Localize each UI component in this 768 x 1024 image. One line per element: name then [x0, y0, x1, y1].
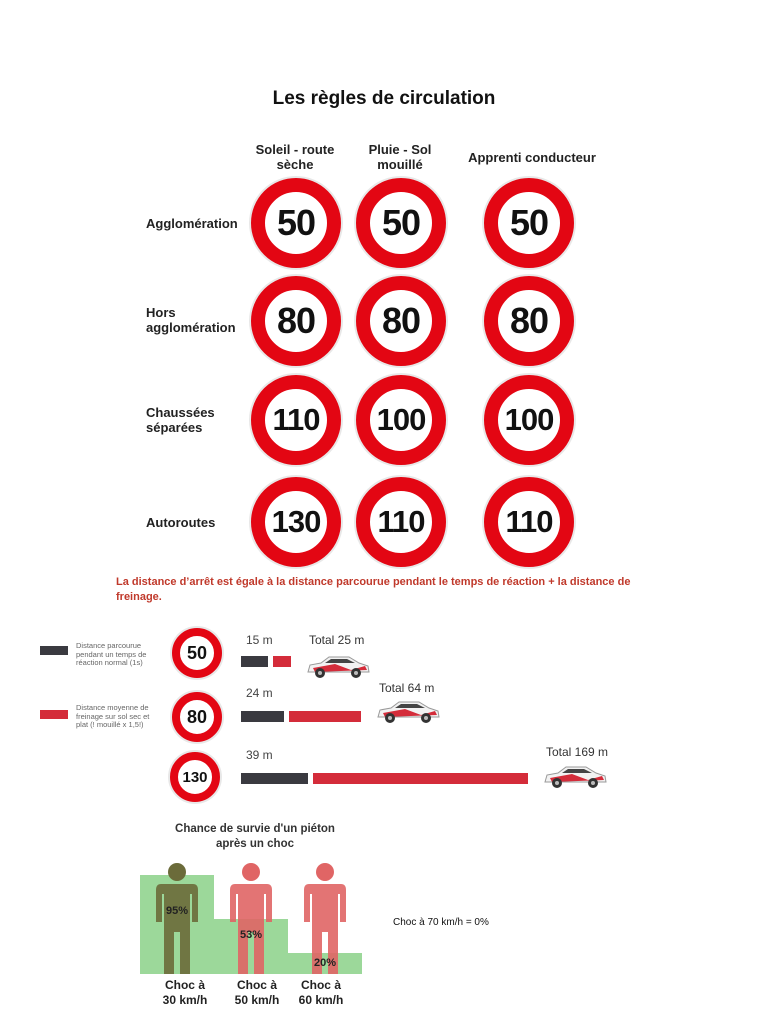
- page-title: Les règles de circulation: [272, 88, 496, 109]
- row-label-agglomeration: [146, 216, 238, 231]
- speed-sign-130: 130: [170, 752, 220, 802]
- car-icon-svg: [375, 697, 441, 725]
- row-label-line: séparées: [146, 420, 203, 435]
- column-header-line: Pluie - Sol: [368, 142, 432, 157]
- row-label-line: Chaussées: [146, 405, 215, 420]
- survival-percent-label: 95%: [165, 905, 189, 917]
- survival-speed-label: [222, 978, 292, 1008]
- pedestrian-icon: [153, 862, 201, 974]
- speed-limit-sign: 80: [484, 276, 574, 366]
- column-header-line: sèche: [276, 157, 314, 172]
- legend-braking-swatch: [40, 710, 68, 719]
- braking-distance-bar: [289, 711, 361, 722]
- row-label-hors-agglomeration: [146, 305, 236, 335]
- speed-limit-sign: 110: [356, 477, 446, 567]
- column-header-dry: [240, 142, 350, 172]
- pedestrian-icon: [227, 862, 275, 974]
- survival-speed-line: Choc à: [300, 978, 341, 992]
- survival-speed-label: [150, 978, 220, 1008]
- speed-sign-80: 80: [172, 692, 222, 742]
- car-icon-svg: [542, 762, 608, 790]
- reaction-distance-label: 15 m: [246, 633, 273, 647]
- braking-distance-bar: [313, 773, 528, 784]
- speed-limit-sign: 50: [484, 178, 574, 268]
- column-header-line: Apprenti conducteur: [468, 150, 596, 165]
- speed-limit-sign: 100: [484, 375, 574, 465]
- speed-limit-sign: 50: [251, 178, 341, 268]
- survival-percent-label: 53%: [239, 929, 263, 941]
- survival-title-line: après un choc: [216, 838, 294, 850]
- reaction-distance-bar: [241, 711, 284, 722]
- survival-speed-line: 50 km/h: [234, 993, 280, 1007]
- speed-limit-sign: 110: [484, 477, 574, 567]
- choc-70-note: Choc à 70 km/h = 0%: [393, 917, 489, 928]
- row-label-chaussees-separees: [146, 405, 215, 435]
- reaction-distance-label: 24 m: [246, 686, 273, 700]
- total-distance-label: Total 25 m: [309, 633, 365, 647]
- speed-limit-sign: 130: [251, 477, 341, 567]
- speed-limit-sign: 80: [251, 276, 341, 366]
- speed-limit-sign: 80: [356, 276, 446, 366]
- row-label-autoroutes: [146, 515, 215, 530]
- car-icon: [542, 762, 608, 790]
- survival-speed-line: Choc à: [164, 978, 205, 992]
- braking-distance-bar: [273, 656, 291, 667]
- total-distance-label: Total 169 m: [546, 745, 609, 759]
- column-header-wet: [345, 142, 455, 172]
- survival-speed-label: [286, 978, 356, 1008]
- total-distance-label: Total 64 m: [379, 681, 435, 695]
- reaction-distance-bar: [241, 773, 308, 784]
- survival-percent-label: 20%: [313, 957, 337, 969]
- row-label-line: Autoroutes: [146, 515, 216, 530]
- column-header-line: mouillé: [377, 157, 423, 172]
- car-icon: [305, 652, 371, 680]
- survival-title-line: Chance de survie d'un piéton: [175, 823, 335, 835]
- car-icon-svg: [305, 652, 371, 680]
- column-header-line: Soleil - route: [255, 142, 335, 157]
- speed-sign-50: 50: [172, 628, 222, 678]
- survival-speed-line: 60 km/h: [298, 993, 344, 1007]
- survival-speed-line: 30 km/h: [162, 993, 208, 1007]
- legend-reaction-text: Distance parcourue pendant un temps de réaction normal (1s): [76, 641, 147, 667]
- car-icon: [375, 697, 441, 725]
- row-label-line: Agglomération: [146, 216, 238, 231]
- speed-limit-sign: 50: [356, 178, 446, 268]
- stopping-distance-note: La distance d’arrêt est égale à la distance parcourue pendant le temps de réaction + la distance de freinage.: [116, 576, 631, 603]
- legend-braking-text: Distance moyenne de freinage sur sol sec et plat (! mouillé x 1,5!): [76, 703, 150, 729]
- survival-speed-line: Choc à: [236, 978, 277, 992]
- row-label-line: agglomération: [146, 320, 236, 335]
- row-label-line: Hors: [146, 305, 176, 320]
- speed-limit-sign: 110: [251, 375, 341, 465]
- legend-reaction-swatch: [40, 646, 68, 655]
- reaction-distance-bar: [241, 656, 268, 667]
- reaction-distance-label: 39 m: [246, 748, 273, 762]
- survival-chart-title: [140, 822, 370, 852]
- speed-limit-sign: 100: [356, 375, 446, 465]
- column-header-apprentice: [452, 150, 612, 165]
